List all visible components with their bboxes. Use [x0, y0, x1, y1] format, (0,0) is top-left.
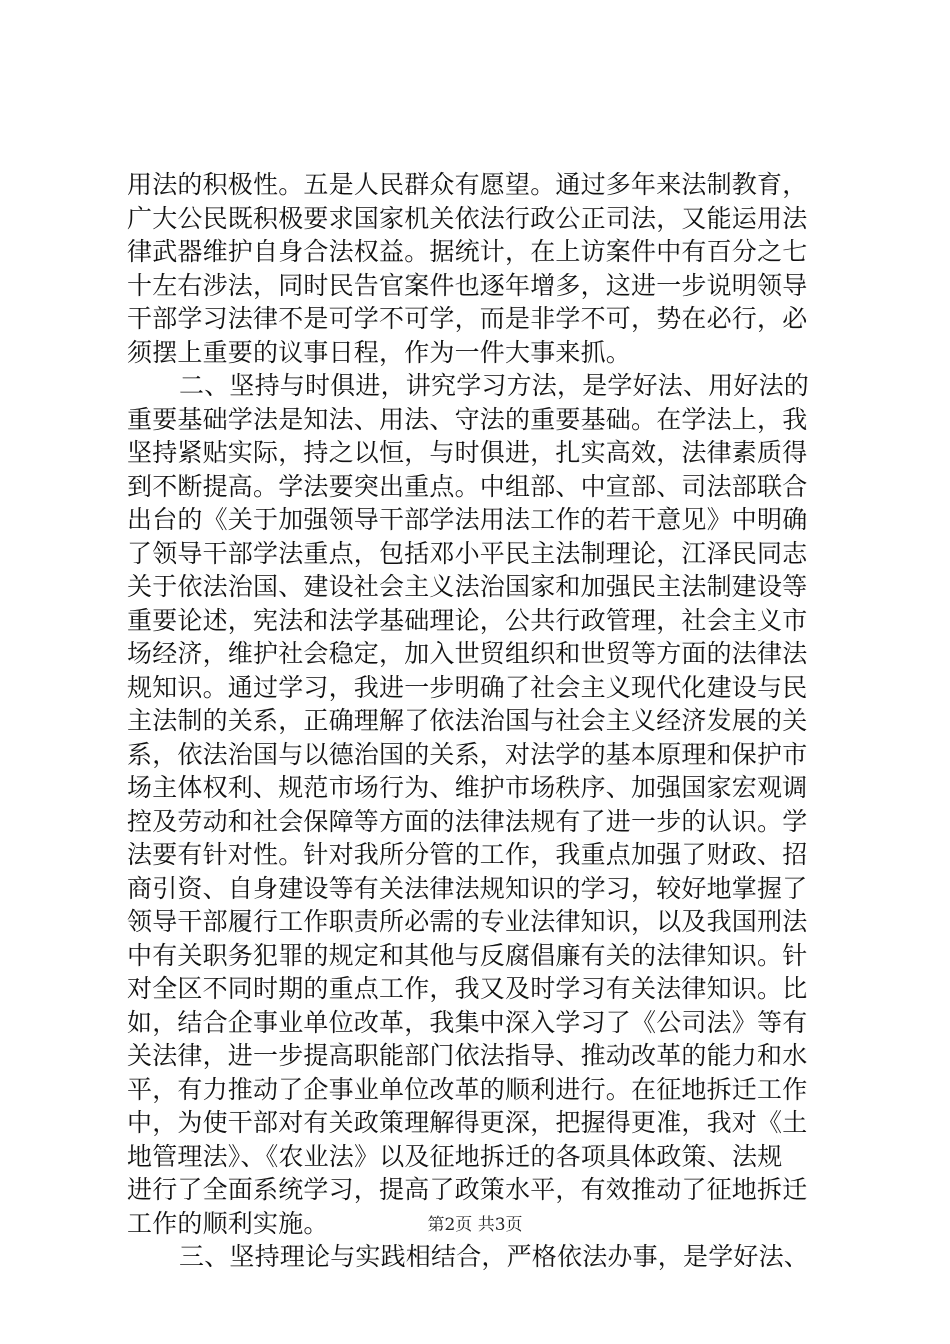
text-line: 了领导干部学法重点，包括邓小平民主法制理论，江泽民同志 [127, 538, 808, 568]
text-line: 关于依法治国、建设社会主义法治国家和加强民主法制建设等 [127, 572, 808, 601]
text-line: 广大公民既积极要求国家机关依法行政公正司法，又能运用法 [127, 203, 808, 233]
text-line: 主法制的关系，正确理解了依法治国与社会主义经济发展的关 [127, 706, 808, 735]
text-line: 地管理法》、《农业法》以及征地拆迁的各项具体政策、法规 [127, 1141, 783, 1171]
text-line: 出台的《关于加强领导干部学法用法工作的若干意见》中明确 [127, 505, 808, 534]
text-line: 到不断提高。学法要突出重点。中组部、中宣部、司法部联合 [127, 471, 808, 501]
text-line: 干部学习法律不是可学不可学，而是非学不可，势在必行，必 [127, 304, 808, 333]
text-line: 商引资、自身建设等有关法律法规知识的学习，较好地掌握了 [127, 873, 808, 903]
text-line: 进行了全面系统学习，提高了政策水平，有效推动了征地拆迁 [127, 1175, 808, 1204]
text-line: 对全区不同时期的重点工作，我又及时学习有关法律知识。比 [127, 974, 808, 1003]
text-line: 十左右涉法，同时民告官案件也逐年增多，这进一步说明领导 [127, 270, 808, 300]
text-line: 场经济，维护社会稳定，加入世贸组织和世贸等方面的法律法 [127, 639, 808, 668]
text-line: 领导干部履行工作职责所必需的专业法律知识，以及我国刑法 [127, 907, 808, 936]
text-line: 律武器维护自身合法权益。据统计，在上访案件中有百分之七 [127, 237, 808, 266]
text-line: 重要论述，宪法和法学基础理论，公共行政管理，社会主义市 [127, 605, 808, 635]
text-line: 如，结合企事业单位改革，我集中深入学习了《公司法》等有 [127, 1007, 808, 1037]
text-line: 系，依法治国与以德治国的关系，对法学的基本原理和保护市 [127, 739, 808, 769]
text-line: 工作的顺利实施。 [127, 1208, 329, 1238]
text-line: 重要基础学法是知法、用法、守法的重要基础。在学法上，我 [127, 404, 808, 434]
text-line: 法要有针对性。针对我所分管的工作，我重点加强了财政、招 [127, 840, 808, 869]
text-line: 控及劳动和社会保障等方面的法律法规有了进一步的认识。学 [127, 806, 808, 836]
text-line: 关法律，进一步提高职能部门依法指导、推动改革的能力和水 [127, 1041, 808, 1070]
text-line: 须摆上重要的议事日程，作为一件大事来抓。 [127, 337, 632, 367]
paragraph-start-line: 二、坚持与时俱进，讲究学习方法，是学好法、用好法的 [179, 371, 810, 400]
text-line: 中有关职务犯罪的规定和其他与反腐倡廉有关的法律知识。针 [127, 940, 808, 970]
text-line: 平，有力推动了企事业单位改革的顺利进行。在征地拆迁工作 [127, 1074, 808, 1104]
body-text [127, 168, 827, 1274]
text-line: 场主体权利、规范市场行为、维护市场秩序、加强国家宏观调 [127, 773, 808, 802]
text-line: 用法的积极性。五是人民群众有愿望。通过多年来法制教育， [127, 170, 808, 199]
text-line: 中，为使干部对有关政策理解得更深，把握得更准，我对《土 [127, 1108, 808, 1137]
text-line: 坚持紧贴实际，持之以恒，与时俱进，扎实高效，法律素质得 [127, 438, 808, 467]
page-number-footer: 第2页 共3页 [427, 1215, 523, 1235]
paragraph-start-line: 三、坚持理论与实践相结合，严格依法办事，是学好法、 [179, 1242, 810, 1271]
text-line: 规知识。通过学习，我进一步明确了社会主义现代化建设与民 [127, 672, 808, 702]
